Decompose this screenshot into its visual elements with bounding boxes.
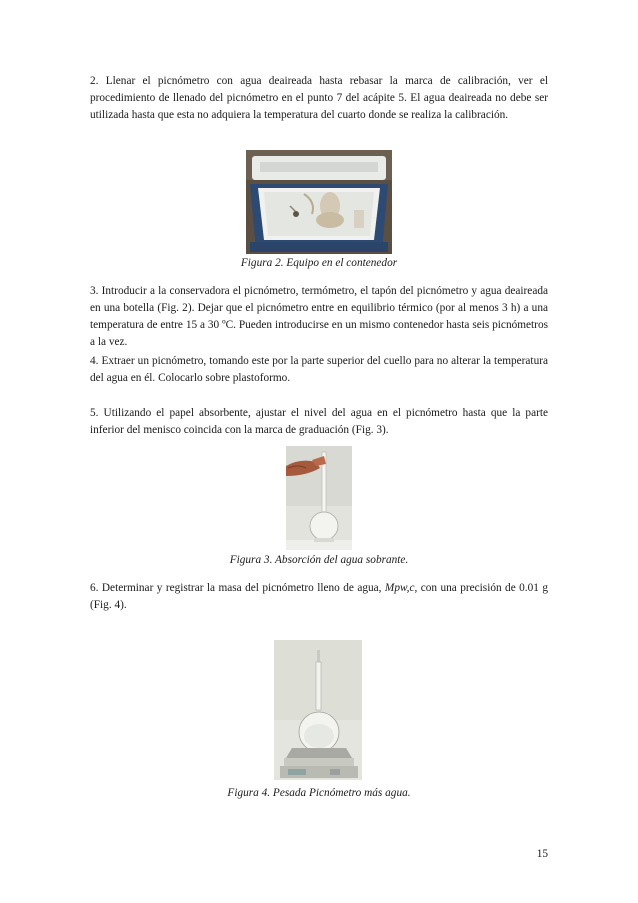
page-number: 15 [536,848,548,860]
step-6-text-end: , con una precisión de 0.01 g (Fig. 4). [90,582,548,611]
paragraph-step-6 [90,580,548,614]
figure-2-photo [246,150,392,254]
figure-4-caption: Figura 4. Pesada Picnómetro más agua. [227,787,411,799]
figure-3-caption: Figura 3. Absorción del agua sobrante. [229,554,409,566]
step-6-text-start: 6. Determinar y registrar la masa del picnómetro lleno de agua, [90,582,385,594]
paragraph-step-3: 3. Introducir a la conservadora el picnómetro, termómetro, el tapón del picnómetro y agua deaireada en una botella (Fig. 2). Dejar que el picnómetro entre en equilibrio térmico (por al menos 3 h) a una temperatura de entre 15 a 30 ºC. Pueden introducirse en un mismo contenedor hasta seis picnómetros a la vez. [90,285,548,348]
variable-mpwc: Mpw,c [384,582,415,594]
paragraph-step-5: 5. Utilizando el papel absorbente, ajustar el nivel del agua en el picnómetro hasta que la parte inferior del menisco coincida con la marca de graduación (Fig. 3). [90,407,548,436]
figure-2-caption: Figura 2. Equipo en el contenedor [240,257,398,269]
figure-3-photo [286,446,352,550]
paragraph-step-2: 2. Llenar el picnómetro con agua deaireada hasta rebasar la marca de calibración, ver el procedimiento de llenado del picnómetro en el punto 7 del acápite 5. El agua deaireada no debe ser utilizada hasta que esta no adquiera la temperatura del cuarto donde se realiza la calibración. [90,75,548,121]
figure-4-photo [274,640,362,780]
paragraph-step-4: 4. Extraer un picnómetro, tomando este por la parte superior del cuello para no alterar la temperatura del agua en él. Colocarlo sobre plastoformo. [90,355,548,384]
